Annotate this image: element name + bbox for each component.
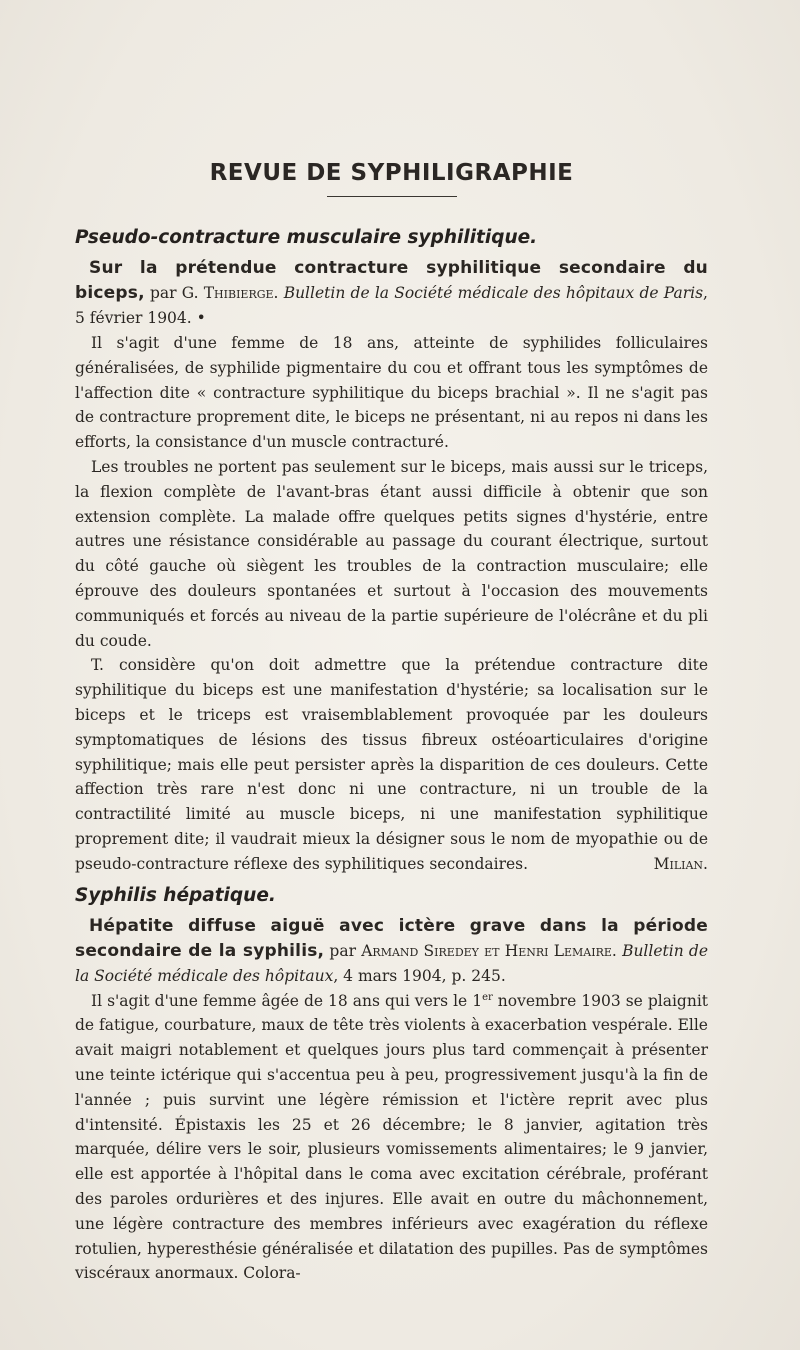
entry-heading [75, 256, 708, 331]
text-column [75, 160, 708, 1286]
page-title: REVUE DE SYPHILIGRAPHIE [209, 160, 574, 186]
ordinal-suffix: er [482, 991, 493, 1003]
body-paragraph: Les troubles ne portent pas seulement sur le biceps, mais aussi sur le triceps, la flexion complète de l'avant-bras étant aussi difficile à obtenir que son extension complète. La malade offre quelques petits signes d'hystérie, entre autres une résistance considérable au passage du courant électrique, surtout du côté gauche où siègent les troubles de la contraction musculaire; elle éprouve des douleurs spontanées et surtout à l'occasion des mouvements communiqués et forcés au niveau de la partie supérieure de l'olécrâne et du pli du coude. [75, 457, 708, 650]
body-paragraph [75, 989, 708, 1287]
entry-after-author: . [273, 284, 284, 302]
entry-journal: Bulletin de la Société médicale des hôpitaux [75, 941, 708, 985]
entry-journal: Bulletin de la Société médicale des hôpitaux de Paris [283, 284, 704, 302]
body-text-b: novembre 1903 se plaignit de fatigue, courbature, maux de tête très violents à exacerbation vespérale. Elle avait maigri notablement et quelques jours plus tard commençait à présenter une teinte ictérique qui s'accentua peu à peu, progressivement jusqu'à la fin de l'année ; puis survint une légère rémission et l'ictère reprit avec plus d'intensité. Épistaxis les 25 et 26 décembre; le 8 janvier, agitation très marquée, délire vers le soir, plusieurs vomissements alimentaires; le 9 janvier, elle est apportée à l'hôpital dans le coma avec excitation cérébrale, proférant des paroles ordurières et des injures. Elle avait en outre du mâchonnement, une légère contracture des membres inférieurs avec exagération du réflexe rotulien, hyperesthésie généralisée et dilatation des pupilles. Pas de symptômes viscéraux anormaux. Colora- [75, 991, 709, 1283]
entry-author: Armand Siredey et Henri Lemaire. [361, 941, 617, 960]
body-paragraph [75, 653, 708, 876]
entry-by: par G. [144, 284, 204, 302]
entry-by: par [324, 941, 362, 960]
entry-heading [75, 914, 708, 989]
signature: Milian. [653, 854, 708, 873]
section-title-syphilis-hepatique: Syphilis hépatique. [75, 884, 276, 906]
entry-date: , 4 mars 1904, p. 245. [333, 966, 506, 985]
entry-bold-title: Hépatite diffuse aiguë avec ictère grave dans la période secondaire de la syphilis, [75, 915, 708, 961]
section-title-pseudo-contracture: Pseudo-contracture musculaire syphilitique. [75, 227, 538, 248]
body-paragraph-text: T. considère qu'on doit admettre que la prétendue contracture dite syphilitique du biceps est une manifestation d'hystérie; sa localisation sur le biceps et le triceps est vraisemblablement provoquée par les douleurs symptomatiques de lésions des tissus fibreux ostéoarticulaires d'origine syphilitique; mais elle peut persister après la disparition de ces douleurs. Cette affection très rare n'est donc ni une contracture, ni un trouble de la contractilité limité au muscle biceps, ni une manifestation syphilitique proprement dite; il vaudrait mieux la désigner sous le nom de myopathie ou de pseudo-contracture réflexe des syphilitiques secondaires. [75, 656, 708, 873]
body-text-a: Il s'agit d'une femme âgée de 18 ans qui vers le 1 [91, 991, 483, 1010]
entry-bold-title: Sur la prétendue contracture syphilitique secondaire du biceps, [75, 258, 708, 303]
entry-date: , 5 février 1904. • [75, 284, 708, 327]
entry-author: Thibierge [203, 284, 274, 302]
title-rule [327, 196, 457, 197]
body-paragraph: Il s'agit d'une femme de 18 ans, atteinte de syphilides folliculaires généralisées, de syphilide pigmentaire du cou et offrant tous les symptômes de l'affection dite « contracture syphilitique du biceps brachial ». Il ne s'agit pas de contracture proprement dite, le biceps ne présentant, ni au repos ni dans les efforts, la consistance d'un muscle contracturé. [75, 334, 708, 452]
